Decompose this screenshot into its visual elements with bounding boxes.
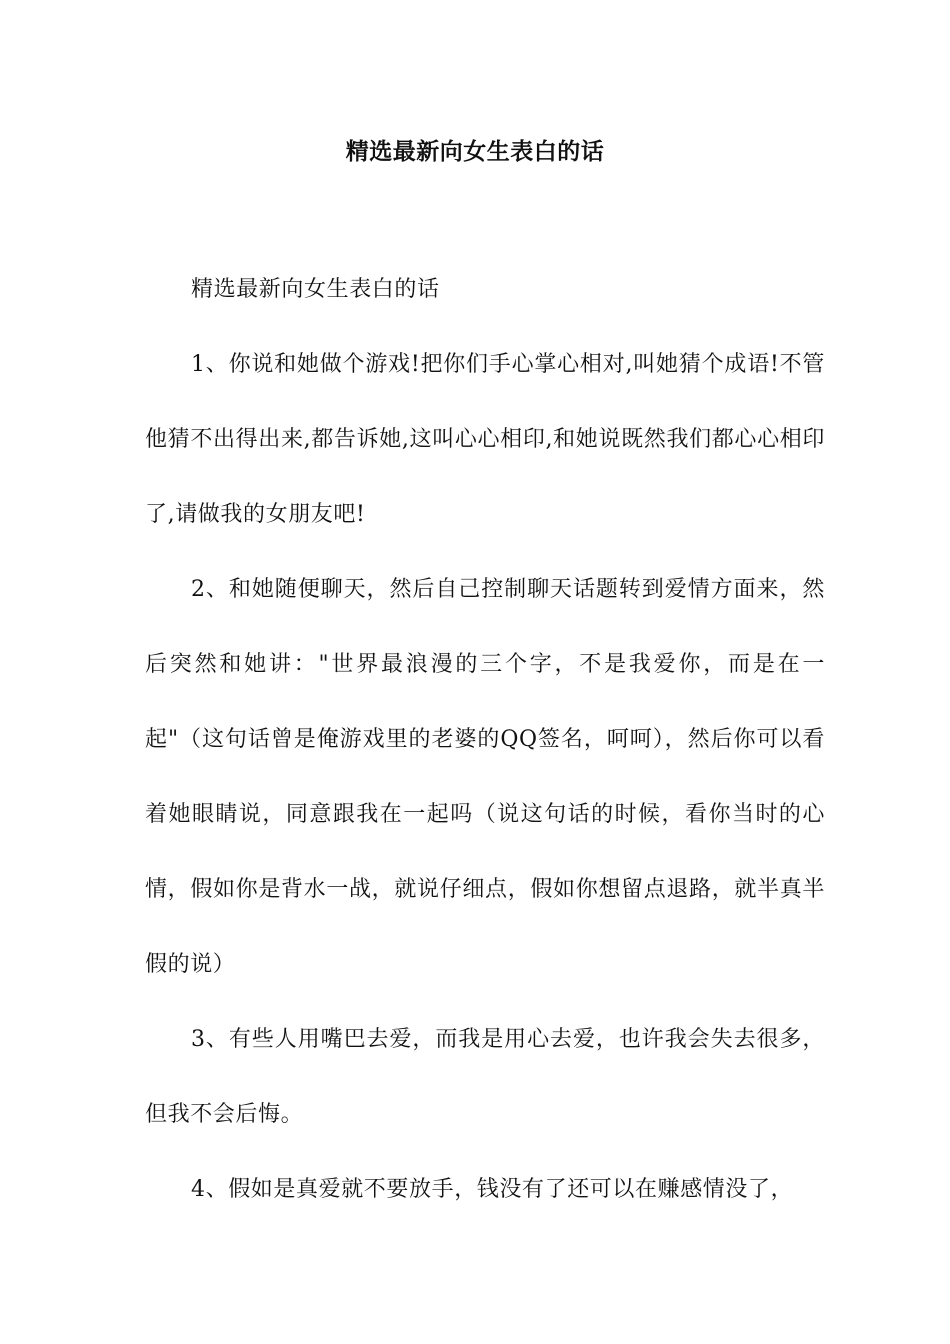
paragraph-1: 1、你说和她做个游戏!把你们手心掌心相对,叫她猜个成语!不管他猜不出得出来,都告诉她,这叫心心相印,和她说既然我们都心心相印了,请做我的女朋友吧!: [145, 352, 825, 527]
document-body: [145, 252, 825, 1227]
paragraph-4: 4、假如是真爱就不要放手，钱没有了还可以在赚感情没了，: [191, 1177, 794, 1202]
paragraph-2: 2、和她随便聊天，然后自己控制聊天话题转到爱情方面来，然后突然和她讲："世界最浪漫的三个字，不是我爱你，而是在一起"（这句话曾是俺游戏里的老婆的QQ签名，呵呵），然后你可以看着她眼睛说，同意跟我在一起吗（说这句话的时候，看你当时的心情，假如你是背水一战，就说仔细点，假如你想留点退路，就半真半假的说）: [145, 577, 825, 977]
document-subtitle: 精选最新向女生表白的话: [191, 277, 440, 302]
document-title: 精选最新向女生表白的话: [345, 138, 605, 165]
paragraph-3: 3、有些人用嘴巴去爱，而我是用心去爱，也许我会失去很多，但我不会后悔。: [145, 1027, 825, 1127]
